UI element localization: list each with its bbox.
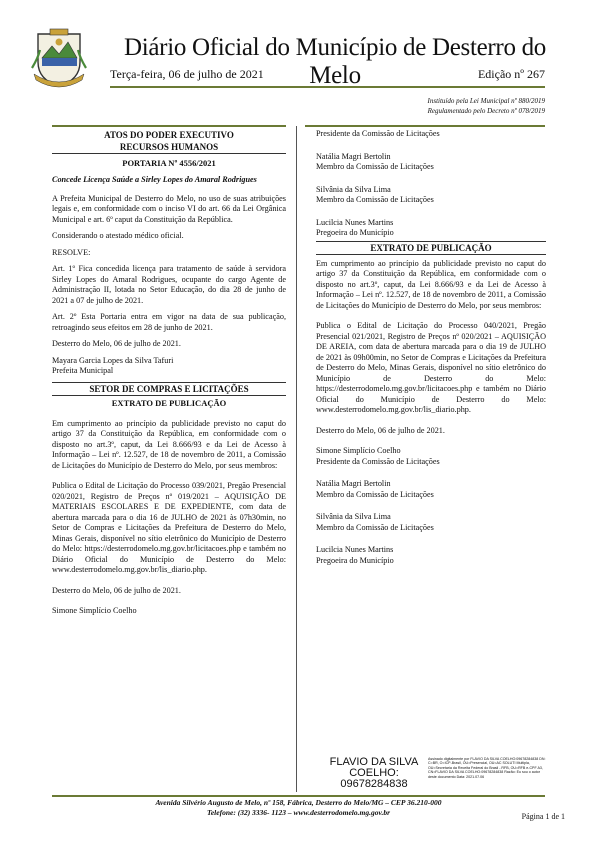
section-human-resources: RECURSOS HUMANOS — [52, 141, 286, 154]
extract-date: Desterro do Melo, 06 de julho de 2021. — [52, 585, 181, 595]
portaria-paragraph: Art. 1º Fica concedida licença para tratamento de saúde à servidora Sirley Lopes do Amaral Rodrigues, ocupante do cargo Agente de Administração II, lotada no Setor Educação, do dia 28 de junho de 2021 a 07 de julho de 2021. — [52, 264, 286, 305]
portaria-summary: Concede Licença Saúde a Sirley Lopes do Amaral Rodrigues — [52, 175, 257, 184]
left-column — [52, 129, 286, 623]
section-executive: ATOS DO PODER EXECUTIVO — [104, 130, 234, 140]
extract-paragraph: Publica o Edital de Licitação do Processo 039/2021, Pregão Presencial 020/2021, Registro de Preços nº 019/2021 – AQUISIÇÃO DE MATERIAIS ESCOLARES E DE EXPEDIENTE, com data de abertura marcada para o dia 16 de JULHO de 2021 às 07h30min, no Setor de Compras e Licitações da Prefeitura de Desterro do Melo, Minas Gerais, disponível no sítio eletrônico do Município de Desterro do Melo: https://desterrodomelo.mg.gov.br/licitacoes.php e também no Diário Oficial do Município de Desterro do Melo: www.desterrodomelo.mg.gov.br/lis_diario.php. — [52, 481, 286, 574]
signatory-name: Silvânia da Silva Lima — [316, 184, 391, 194]
signatory-name: Simone Simplício Coelho — [316, 446, 401, 455]
signature-block — [316, 512, 546, 533]
portaria-paragraph: Considerando o atestado médico oficial. — [52, 231, 184, 240]
signature-block — [316, 218, 546, 239]
section-purchasing: SETOR DE COMPRAS E LICITAÇÕES — [52, 382, 286, 396]
signatory-role: Pregoeira do Município — [316, 555, 394, 565]
extract-title: EXTRATO DE PUBLICAÇÃO — [111, 397, 227, 408]
extract-title: EXTRATO DE PUBLICAÇÃO — [316, 241, 546, 255]
portaria-paragraph: Art. 2º Esta Portaria entra em vigor na data de sua publicação, retroagindo seus efeitos em 28 de junho de 2021. — [52, 312, 286, 332]
digital-signature-stamp — [316, 757, 546, 790]
regulation-decree: Regulamentado pelo Decreto nº 078/2019 — [427, 107, 545, 115]
digital-signature-details: Assinado digitalmente por FLAVIO DA SILVA COELHO:09678284838 DN: C=BR, O=ICP-Brasil, OU=Presencial, OU=AC SOLUTI Multipla, OU=Secretaria da Receita Federal do Brasil - RFB, OU=RFB e-CPF A3, CN=FLAVIO DA SILVA COELHO:09678284838 Razão: Eu sou o autor deste documento Data: 2021.07.06 — [428, 757, 546, 779]
left-column-rule — [52, 125, 286, 127]
signature-block — [316, 479, 546, 500]
signatory-role: Membro da Comissão de Licitações — [316, 162, 434, 171]
column-divider — [296, 126, 297, 792]
extract-date: Desterro do Melo, 06 de julho de 2021. — [316, 425, 445, 435]
municipal-coat-of-arms-icon — [28, 28, 90, 90]
extract-paragraph: Publica o Edital de Licitação do Processo 040/2021, Pregão Presencial 021/2021, Registro de Preços nº 020/2021 – AQUISIÇÃO DE AREIA, com data de abertura marcada para o dia 19 de JULHO de 2021 às 09h00min, no Setor de Compras e Licitações da Prefeitura de Desterro do Melo, Minas Gerais, disponível no sítio eletrônico do Município de Desterro do Melo: https://desterrodomelo.mg.gov.br/licitacoes.php e também no Diário Oficial do Município de Desterro do Melo: www.desterrodomelo.mg.gov.br/lis_diario.php. — [316, 321, 546, 414]
signatory-name: Natália Magri Bertolin — [316, 479, 391, 488]
signatory-role: Presidente da Comissão de Licitações — [316, 129, 440, 138]
signatory-role: Membro da Comissão de Licitações — [316, 522, 434, 532]
signature-block — [316, 545, 546, 566]
right-column — [316, 129, 546, 578]
signatory-role: Membro da Comissão de Licitações — [316, 195, 434, 204]
signatory-role: Pregoeira do Município — [316, 228, 394, 237]
signature-block — [316, 152, 546, 173]
extract-paragraph: Em cumprimento ao princípio da publicidade previsto no caput do artigo 37 da Constituição da República, em conformidade com o disposto no art.3º, caput, da Lei 8.666/93 e da Lei de Acesso à Informação – Lei nº. 12.527, de 18 de novembro de 2011, a Comissão de Licitações do Município de Desterro do Melo, por seus membros: — [316, 258, 546, 310]
signatory-role: Membro da Comissão de Licitações — [316, 489, 434, 499]
signatory-name: Lucilcia Nunes Martins — [316, 545, 394, 554]
portaria-paragraph: RESOLVE: — [52, 247, 91, 257]
portaria-paragraph: A Prefeita Municipal de Desterro do Melo, no uso de suas atribuições legais e, em conformidade com o inciso VI do art. 66 da Lei Orgânica Municipal e art. 6º caput da Constituição da República. — [52, 193, 286, 224]
signatory-name: Silvânia da Silva Lima — [316, 512, 391, 521]
institution-law: Instituído pela Lei Municipal nº 880/2019 — [427, 97, 545, 105]
signature-block — [52, 356, 286, 377]
portaria-title: PORTARIA Nº 4556/2021 — [122, 158, 216, 168]
footer-rule — [52, 795, 545, 797]
digital-signer-name: FLAVIO DA SILVA COELHO: 09678284838 — [329, 756, 419, 790]
signatory-name: Mayara Garcia Lopes da Silva Tafuri — [52, 355, 174, 365]
page-number: Página 1 de 1 — [521, 812, 565, 821]
footer-contact: Telefone: (32) 3336- 1123 – www.desterrodomelo.mg.gov.br — [206, 808, 391, 817]
header-rule — [110, 86, 545, 88]
signatory-role: Presidente da Comissão de Licitações — [316, 456, 440, 466]
portaria-date: Desterro do Melo, 06 de julho de 2021. — [52, 339, 181, 348]
signatory-name: Simone Simplício Coelho — [52, 606, 137, 615]
signatory-name: Lucilcia Nunes Martins — [316, 217, 394, 227]
extract-paragraph: Em cumprimento ao princípio da publicidade previsto no caput do artigo 37 da Constituição da República, em conformidade com o disposto no art.3º, caput, da Lei 8.666/93 e da Lei de Acesso à Informação – Lei nº. 12.527, de 18 de novembro de 2011, a Comissão de Licitações do Município de Desterro do Melo, por seus membros: — [52, 418, 286, 470]
signatory-role: Prefeita Municipal — [52, 366, 114, 375]
signature-block — [316, 185, 546, 206]
signature-block — [316, 446, 546, 467]
publication-title: Diário Oficial do Município de Desterro do Melo — [123, 34, 546, 89]
footer-address: Avenida Silvério Augusto de Melo, nº 158, Fábrica, Desterro do Melo/MG – CEP 36.210-000 — [155, 798, 442, 807]
signatory-name: Natália Magri Bertolin — [316, 151, 391, 161]
publication-date: Terça-feira, 06 de julho de 2021 — [110, 67, 264, 81]
edition-number: Edição nº 267 — [477, 67, 545, 81]
right-column-rule — [305, 125, 545, 127]
